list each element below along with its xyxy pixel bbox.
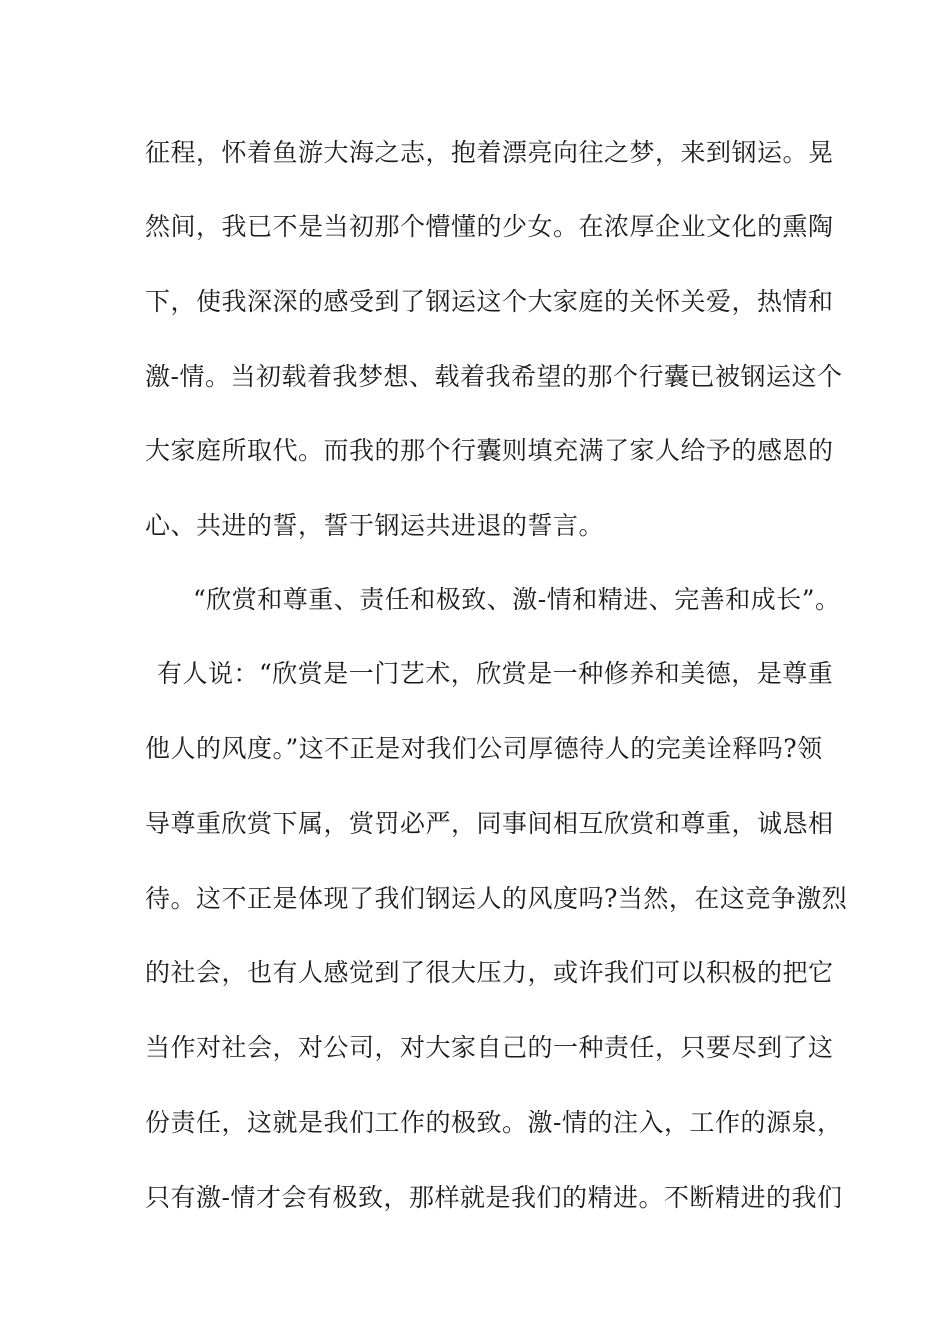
text-line-4: 激-情。当初载着我梦想、载着我希望的那个行囊已被钢运这个 <box>145 362 843 391</box>
text-line-8: 有人说：“欣赏是一门艺术，欣赏是一种修养和美德，是尊重 <box>157 659 834 688</box>
text-line-5: 大家庭所取代。而我的那个行囊则填充满了家人给予的感恩的 <box>145 436 834 465</box>
text-line-1: 征程，怀着鱼游大海之志，抱着漂亮向往之梦，来到钢运。晃 <box>145 138 834 167</box>
text-line-7: “欣赏和尊重、责任和极致、激-情和精进、完善和成长”。 <box>193 585 841 614</box>
text-line-10: 导尊重欣赏下属，赏罚必严，同事间相互欣赏和尊重，诚恳相 <box>145 809 834 838</box>
text-line-11: 待。这不正是体现了我们钢运人的风度吗?当然，在这竞争激烈 <box>145 884 848 913</box>
text-line-13: 当作对社会，对公司，对大家自己的一种责任，只要尽到了这 <box>145 1033 834 1062</box>
text-line-6: 心、共进的誓，誓于钢运共进退的誓言。 <box>145 511 605 540</box>
text-line-3: 下，使我深深的感受到了钢运这个大家庭的关怀关爱，热情和 <box>145 287 834 316</box>
text-line-14: 份责任，这就是我们工作的极致。激-情的注入，工作的源泉， <box>145 1108 843 1137</box>
text-line-12: 的社会，也有人感觉到了很大压力，或许我们可以积极的把它 <box>145 958 834 987</box>
text-line-15: 只有激-情才会有极致，那样就是我们的精进。不断精进的我们 <box>145 1183 843 1212</box>
text-line-9: 他人的风度。”这不正是对我们公司厚德待人的完美诠释吗?领 <box>145 734 823 763</box>
text-line-2: 然间，我已不是当初那个懵懂的少女。在浓厚企业文化的熏陶 <box>145 212 834 241</box>
